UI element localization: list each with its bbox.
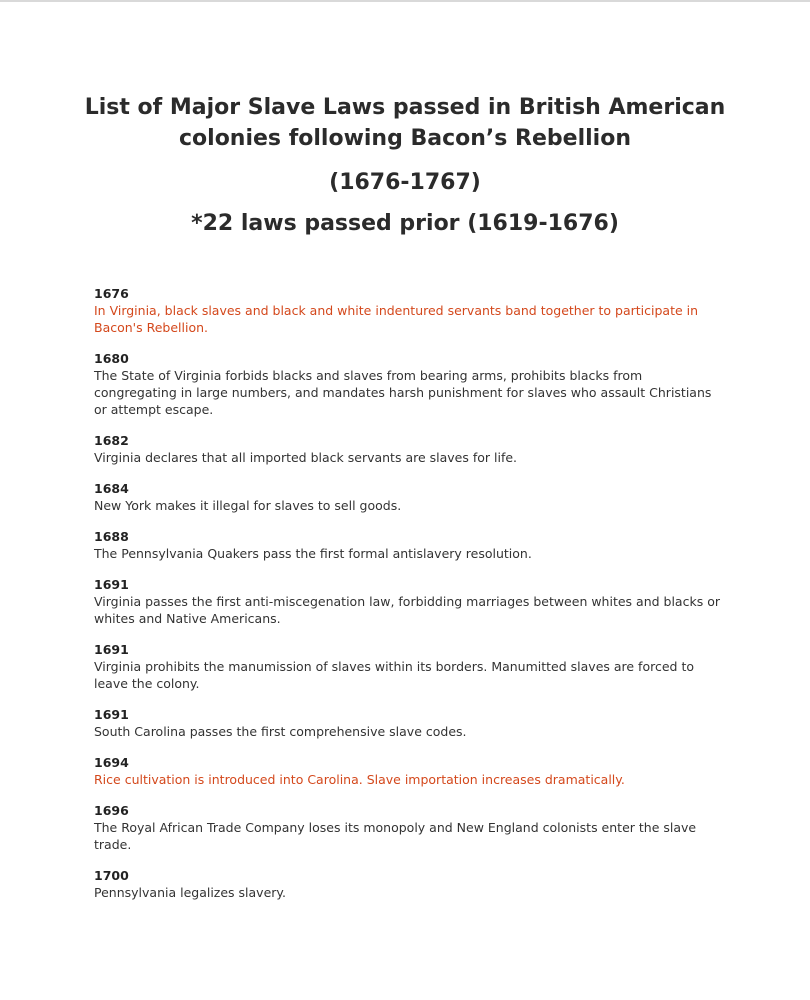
entry-year: 1684 bbox=[94, 481, 129, 496]
entry-description: New York makes it illegal for slaves to sell goods. bbox=[94, 498, 402, 513]
entry-description: South Carolina passes the first comprehensive slave codes. bbox=[94, 724, 467, 739]
entry-description: Virginia prohibits the manumission of slaves within its borders. Manumitted slaves are forced to leave the colony. bbox=[94, 659, 694, 691]
entry-description: The State of Virginia forbids blacks and slaves from bearing arms, prohibits blacks from congregating in large numbers, and mandates harsh punishment for slaves who assault Christians or attempt escape. bbox=[94, 368, 712, 417]
date-range-heading: (1676-1767) bbox=[329, 170, 481, 195]
law-entry bbox=[94, 641, 724, 692]
prior-laws-note: *22 laws passed prior (1619-1676) bbox=[191, 211, 619, 236]
entry-year: 1676 bbox=[94, 286, 129, 301]
entry-year: 1700 bbox=[94, 868, 129, 883]
document-header bbox=[0, 92, 810, 239]
entry-year: 1688 bbox=[94, 529, 129, 544]
law-entry bbox=[94, 867, 724, 901]
law-entry bbox=[94, 576, 724, 627]
page-title-line-2: colonies following Bacon’s Rebellion bbox=[179, 126, 631, 151]
entry-year: 1680 bbox=[94, 351, 129, 366]
entry-description: Rice cultivation is introduced into Carolina. Slave importation increases dramatically. bbox=[94, 772, 625, 787]
entry-year: 1691 bbox=[94, 642, 129, 657]
entry-year: 1696 bbox=[94, 803, 129, 818]
entry-description: Virginia passes the first anti-miscegenation law, forbidding marriages between whites and blacks or whites and Native Americans. bbox=[94, 594, 720, 626]
entry-description: The Pennsylvania Quakers pass the first formal antislavery resolution. bbox=[94, 546, 532, 561]
law-entry bbox=[94, 350, 724, 418]
entry-description: Pennsylvania legalizes slavery. bbox=[94, 885, 286, 900]
entry-year: 1691 bbox=[94, 577, 129, 592]
law-entry bbox=[94, 480, 724, 514]
entry-year: 1691 bbox=[94, 707, 129, 722]
law-entry bbox=[94, 285, 724, 336]
law-entry bbox=[94, 754, 724, 788]
entry-description: In Virginia, black slaves and black and white indentured servants band together to participate in Bacon's Rebellion. bbox=[94, 303, 699, 335]
law-entry bbox=[94, 706, 724, 740]
entry-description: Virginia declares that all imported black servants are slaves for life. bbox=[94, 450, 518, 465]
entry-year: 1694 bbox=[94, 755, 129, 770]
entry-description: The Royal African Trade Company loses its monopoly and New England colonists enter the slave trade. bbox=[94, 820, 697, 852]
law-entry bbox=[94, 802, 724, 853]
page-title-line-1: List of Major Slave Laws passed in British American bbox=[84, 95, 726, 120]
law-entries-list bbox=[94, 285, 724, 915]
top-divider bbox=[0, 0, 810, 2]
entry-year: 1682 bbox=[94, 433, 129, 448]
law-entry bbox=[94, 528, 724, 562]
law-entry bbox=[94, 432, 724, 466]
